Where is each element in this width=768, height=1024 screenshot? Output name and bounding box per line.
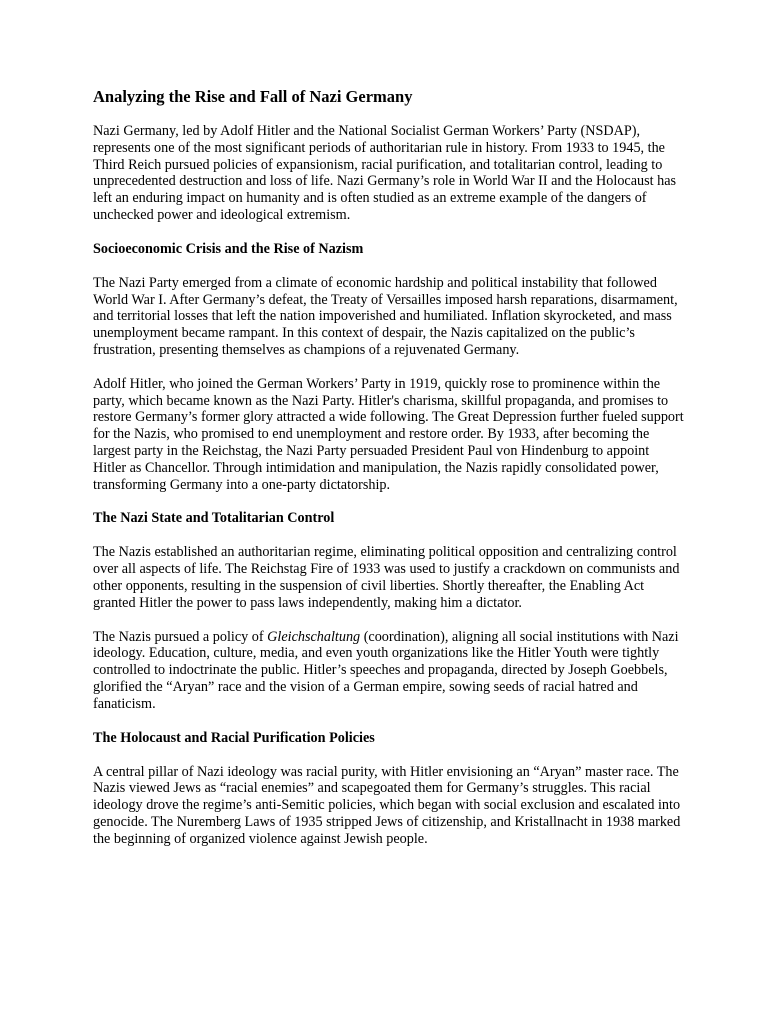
section1-paragraph-2: Adolf Hitler, who joined the German Workers’ Party in 1919, quickly rose to prominence within the party, which became known as the Nazi Party. Hitler's charisma, skillful propaganda, and promises to restore Germany’s former glory attracted a wide following. The Great Depression further fueled support for the Nazis, who promised to end unemployment and restore order. By 1933, after becoming the largest party in the Reichstag, the Nazi Party persuaded President Paul von Hindenburg to appoint Hitler as Chancellor. Through intimidation and manipulation, the Nazis rapidly consolidated power, transforming Germany into a one-party dictatorship. — [93, 375, 684, 493]
intro-paragraph: Nazi Germany, led by Adolf Hitler and the National Socialist German Workers’ Party (NSDAP), represents one of the most significant periods of authoritarian rule in history. From 1933 to 1945, the Third Reich pursued policies of expansionism, racial purification, and totalitarian control, leading to unprecedented destruction and loss of life. Nazi Germany’s role in World War II and the Holocaust has left an enduring impact on humanity and is often studied as an extreme example of the dangers of unchecked power and ideological extremism. — [93, 123, 677, 223]
section-heading-nazi-state: The Nazi State and Totalitarian Control — [93, 510, 335, 527]
section2-p2-text-before: The Nazis pursued a policy of — [93, 628, 268, 645]
document-title: Analyzing the Rise and Fall of Nazi Germany — [93, 87, 413, 106]
section-heading-socioeconomic: Socioeconomic Crisis and the Rise of Nazism — [93, 240, 364, 257]
section2-p2-italic-term: Gleichschaltung — [267, 628, 361, 645]
section2-paragraph-1: The Nazis established an authoritarian regime, eliminating political opposition and centralizing control over all aspects of life. The Reichstag Fire of 1933 was used to justify a crackdown on communists and other opponents, resulting in the suspension of civil liberties. Shortly thereafter, the Enabling Act granted Hitler the power to pass laws independently, making him a dictator. — [93, 544, 680, 611]
section2-p2-text-after: (coordination), aligning all social institutions with Nazi ideology. Education, culture, media, and even youth organizations like the Hitler Youth were tightly controlled to indoctrinate the public. Hitler’s speeches and propaganda, directed by Joseph Goebbels, glorified the “Aryan” race and the vision of a German empire, sowing seeds of racial hatred and fanaticism. — [93, 628, 679, 712]
section2-paragraph-2 — [93, 629, 685, 713]
document-page — [93, 86, 685, 865]
section3-paragraph-1: A central pillar of Nazi ideology was racial purity, with Hitler envisioning an “Aryan” master race. The Nazis viewed Jews as “racial enemies” and scapegoated them for Germany’s struggles. This racial ideology drove the regime’s anti-Semitic policies, which began with social exclusion and escalated into genocide. The Nuremberg Laws of 1935 stripped Jews of citizenship, and Kristallnacht in 1938 marked the beginning of organized violence against Jewish people. — [93, 763, 681, 847]
section1-paragraph-1: The Nazi Party emerged from a climate of economic hardship and political instability that followed World War I. After Germany’s defeat, the Treaty of Versailles imposed harsh reparations, disarmament, and territorial losses that left the nation impoverished and humiliated. Inflation skyrocketed, and mass unemployment became rampant. In this context of despair, the Nazis capitalized on the public’s frustration, presenting themselves as champions of a rejuvenated Germany. — [93, 274, 678, 358]
section-heading-holocaust: The Holocaust and Racial Purification Policies — [93, 729, 375, 746]
